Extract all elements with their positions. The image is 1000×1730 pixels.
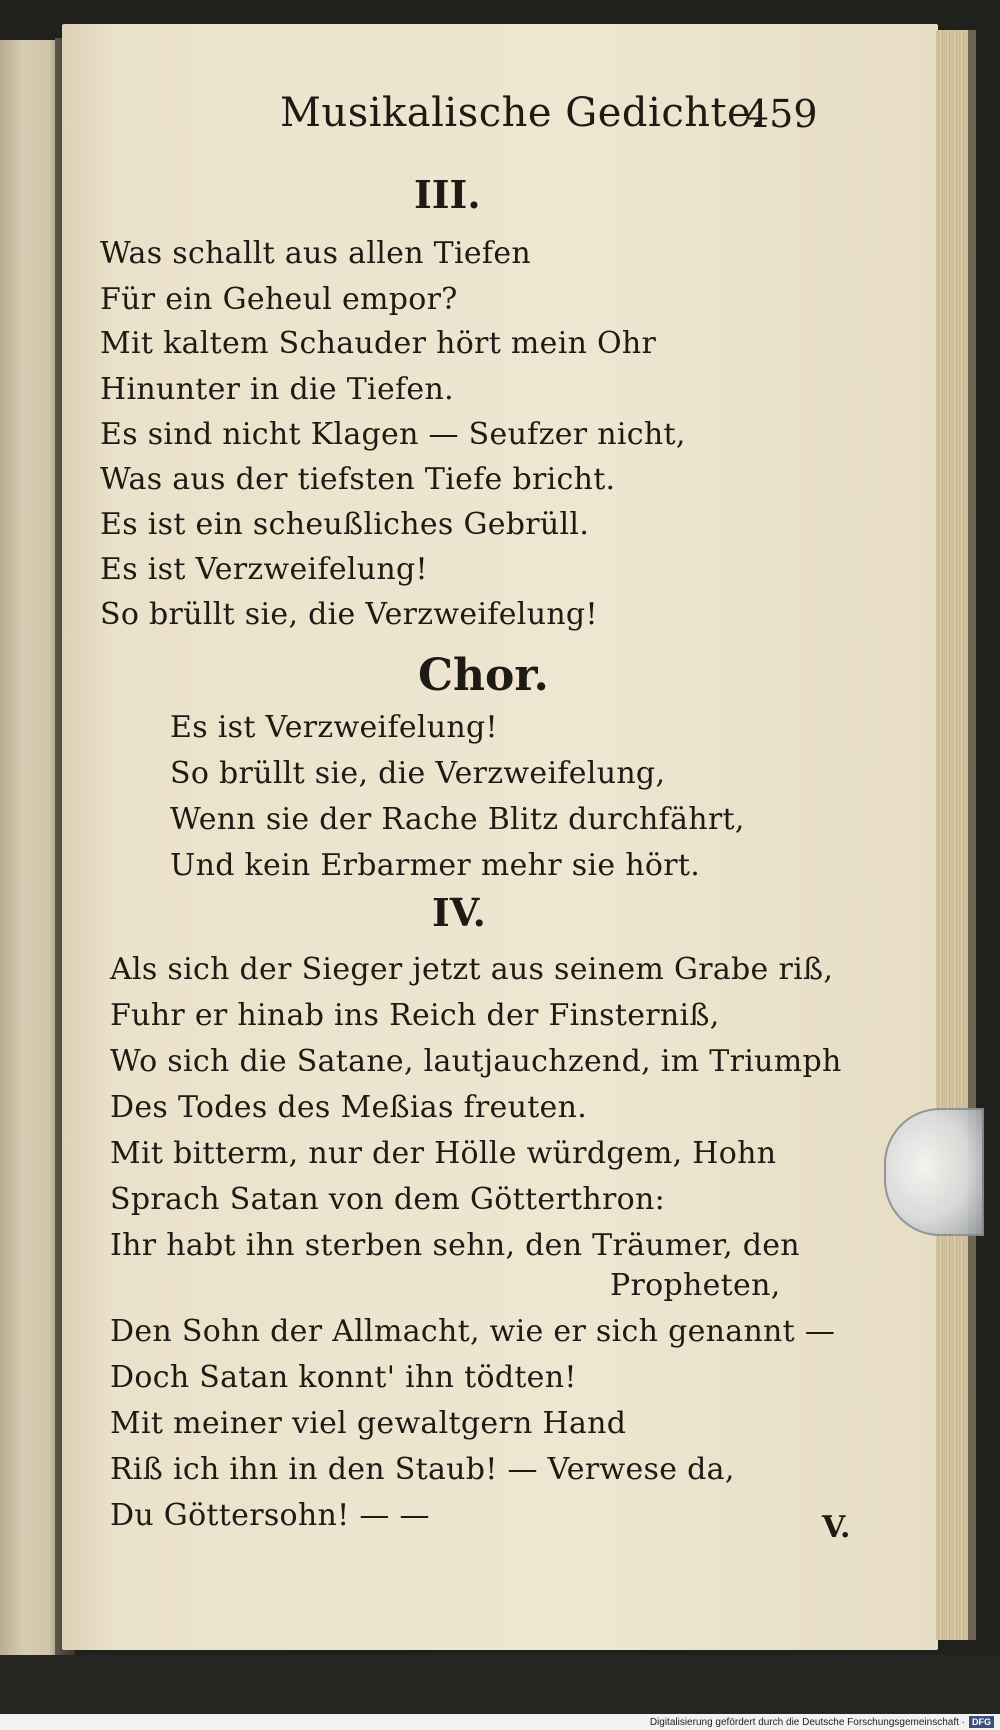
footer-credit-text: Digitalisierung gefördert durch die Deutsche Forschungsgemeinschaft · — [649, 1716, 965, 1728]
poem-line: Fuhr er hinab ins Reich der Finsterniß, — [110, 998, 720, 1033]
chorus-line: Wenn sie der Rache Blitz durchfährt, — [170, 802, 745, 837]
poem-line: Doch Satan konnt' ihn tödten! — [110, 1360, 577, 1395]
page-number: 459 — [745, 92, 818, 136]
poem-line: Für ein Geheul empor? — [100, 282, 458, 317]
chorus-line: Es ist Verzweifelung! — [170, 710, 498, 745]
page-stack-edge — [936, 30, 970, 1640]
poem-line: Du Göttersohn! — — — [110, 1498, 430, 1533]
poem-line: Als sich der Sieger jetzt aus seinem Grabe riß, — [110, 952, 834, 987]
running-header-title: Musikalische Gedichte. — [280, 90, 765, 136]
poem-line: Des Todes des Meßias freuten. — [110, 1090, 588, 1125]
poem-line: Es ist Verzweifelung! — [100, 552, 428, 587]
poem-line: Es ist ein scheußliches Gebrüll. — [100, 507, 590, 542]
poem-line: Mit kaltem Schauder hört mein Ohr — [100, 326, 657, 361]
poem-line: Ihr habt ihn sterben sehn, den Träumer, den — [110, 1228, 800, 1263]
poem-line: Was aus der tiefsten Tiefe bricht. — [100, 462, 616, 497]
poem-line: Wo sich die Satane, lautjauchzend, im Triumph — [110, 1044, 842, 1079]
catchword: V. — [822, 1510, 851, 1545]
chorus-heading: Chor. — [418, 650, 549, 701]
poem-line-continuation: Propheten, — [610, 1268, 781, 1303]
chorus-line: Und kein Erbarmer mehr sie hört. — [170, 848, 701, 883]
section-heading-iv: IV. — [432, 890, 486, 935]
scanner-thumb-guard — [884, 1108, 984, 1236]
left-page-edge — [0, 40, 62, 1655]
poem-line: Mit meiner viel gewaltgern Hand — [110, 1406, 627, 1441]
poem-line: So brüllt sie, die Verzweifelung! — [100, 597, 598, 632]
poem-line: Hinunter in die Tiefen. — [100, 372, 454, 407]
digitization-footer — [0, 1714, 1000, 1730]
poem-line: Was schallt aus allen Tiefen — [100, 236, 531, 271]
poem-line: Es sind nicht Klagen — Seufzer nicht, — [100, 417, 686, 452]
poem-line: Mit bitterm, nur der Hölle würdgem, Hohn — [110, 1136, 777, 1171]
poem-line: Riß ich ihn in den Staub! — Verwese da, — [110, 1452, 735, 1487]
page-edge-shadow — [968, 30, 976, 1640]
poem-line: Sprach Satan von dem Götterthron: — [110, 1182, 666, 1217]
chorus-line: So brüllt sie, die Verzweifelung, — [170, 756, 666, 791]
dfg-logo: DFG — [969, 1716, 994, 1728]
section-heading-iii: III. — [414, 172, 481, 217]
poem-line: Den Sohn der Allmacht, wie er sich genannt — — [110, 1314, 836, 1349]
